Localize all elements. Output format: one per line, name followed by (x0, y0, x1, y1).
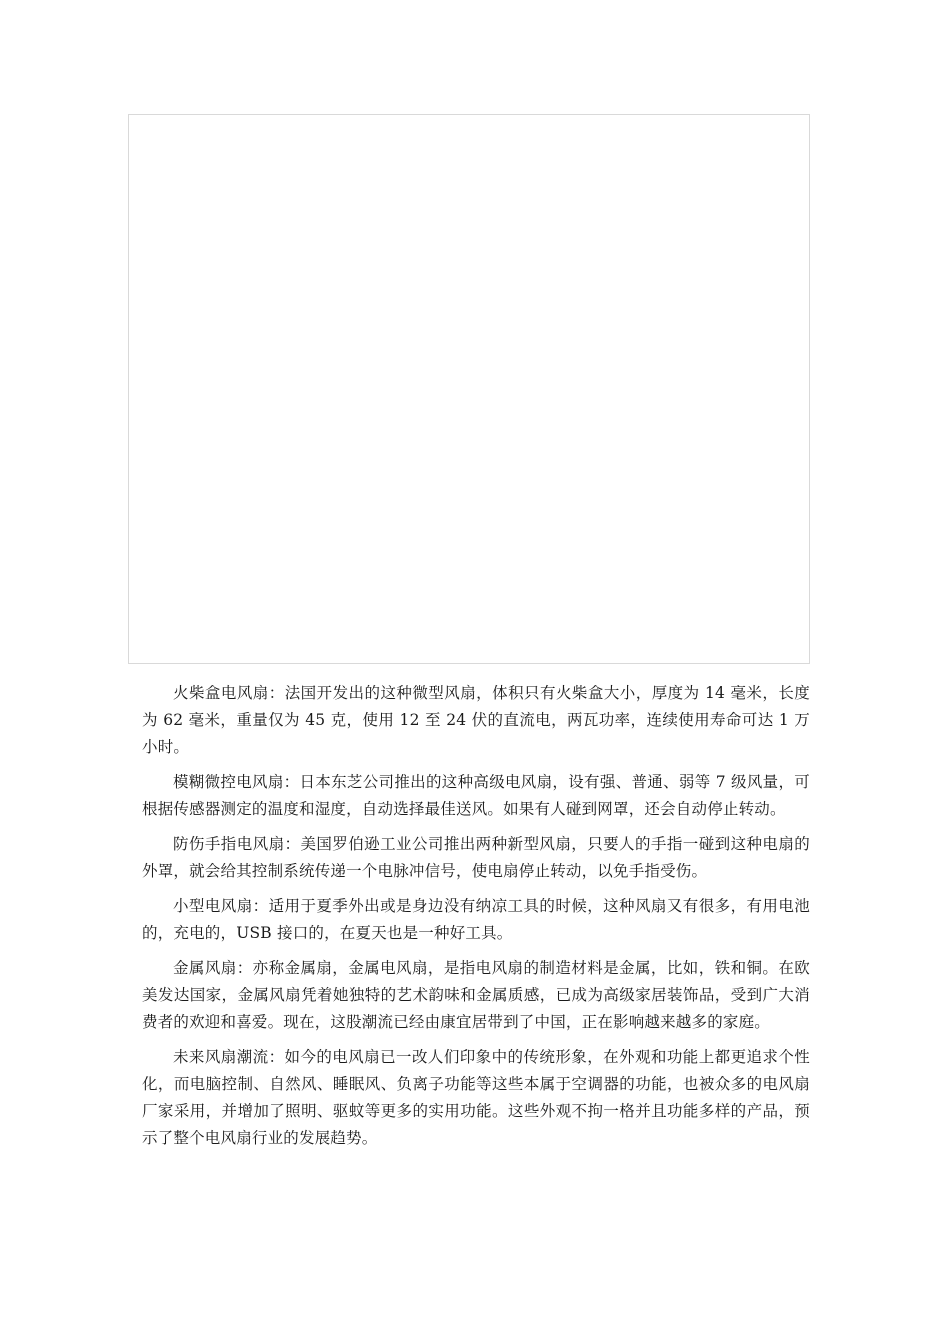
image-placeholder (128, 114, 810, 664)
paragraph-fuzzy-control-fan: 模糊微控电风扇：日本东芝公司推出的这种高级电风扇，设有强、普通、弱等 7 级风量，可根据传感器测定的温度和湿度，自动选择最佳送风。如果有人碰到网罩，还会自动停止转动。 (142, 773, 810, 818)
paragraph-metal-fan: 金属风扇：亦称金属扇，金属电风扇，是指电风扇的制造材料是金属，比如，铁和铜。在欧美发达国家，金属风扇凭着她独特的艺术韵味和金属质感，已成为高级家居装饰品，受到广大消费者的欢迎和喜爱。现在，这股潮流已经由康宜居带到了中国，正在影响越来越多的家庭。 (142, 959, 810, 1031)
paragraph-finger-safe-fan: 防伤手指电风扇：美国罗伯逊工业公司推出两种新型风扇，只要人的手指一碰到这种电扇的外罩，就会给其控制系统传递一个电脉冲信号，使电扇停止转动，以免手指受伤。 (142, 835, 810, 880)
article-body (142, 680, 810, 1160)
paragraph-future-trend: 未来风扇潮流：如今的电风扇已一改人们印象中的传统形象，在外观和功能上都更追求个性化，而电脑控制、自然风、睡眠风、负离子功能等这些本属于空调器的功能，也被众多的电风扇厂家采用，并增加了照明、驱蚊等更多的实用功能。这些外观不拘一格并且功能多样的产品，预示了整个电风扇行业的发展趋势。 (142, 1048, 810, 1147)
paragraph-small-fan: 小型电风扇：适用于夏季外出或是身边没有纳凉工具的时候，这种风扇又有很多，有用电池的，充电的，USB 接口的，在夏天也是一种好工具。 (142, 897, 810, 942)
paragraph-matchbox-fan: 火柴盒电风扇：法国开发出的这种微型风扇，体积只有火柴盒大小，厚度为 14 毫米，长度为 62 毫米，重量仅为 45 克，使用 12 至 24 伏的直流电，两瓦功率，连续使用寿命可达 1 万小时。 (142, 684, 810, 756)
